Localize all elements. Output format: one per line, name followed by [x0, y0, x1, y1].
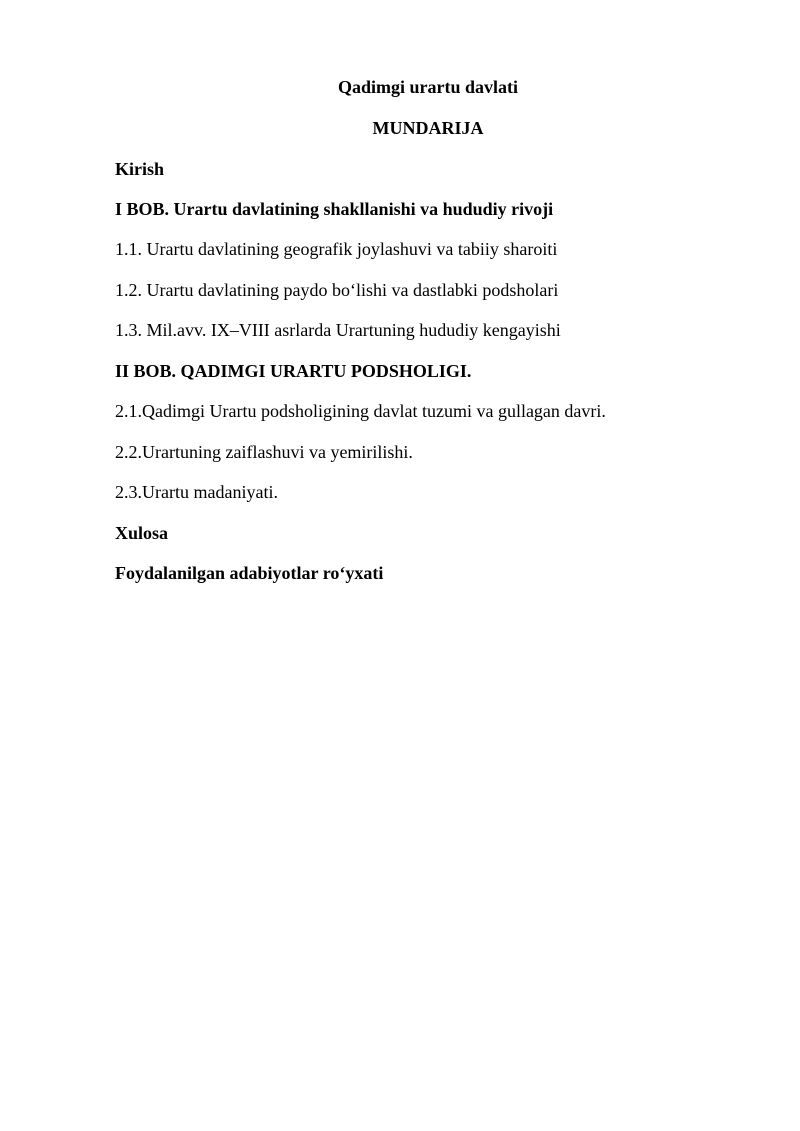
toc-entry-chapter-1: I BOB. Urartu davlatining shakllanishi va hududiy rivoji: [115, 199, 554, 219]
toc-entry-references: Foydalanilgan adabiyotlar ro‘yxati: [115, 563, 384, 583]
toc-entry-chapter-2: II BOB. QADIMGI URARTU PODSHOLIGI.: [115, 361, 472, 381]
toc-entry-1-3: 1.3. Mil.avv. IX–VIII asrlarda Urartuning hududiy kengayishi: [115, 320, 561, 340]
toc-entry-2-2: 2.2.Urartuning zaiflashuvi va yemirilishi.: [115, 442, 413, 462]
document-title: Qadimgi urartu davlati: [337, 77, 518, 97]
toc-entry-2-3: 2.3.Urartu madaniyati.: [115, 482, 278, 502]
toc-entry-conclusion: Xulosa: [115, 523, 169, 543]
contents-heading: MUNDARIJA: [372, 118, 484, 138]
toc-entry-1-2: 1.2. Urartu davlatining paydo bo‘lishi va dastlabki podsholari: [115, 280, 559, 300]
toc-entry-2-1: 2.1.Qadimgi Urartu podsholigining davlat tuzumi va gullagan davri.: [115, 401, 606, 421]
toc-entry-introduction: Kirish: [115, 159, 165, 179]
toc-entry-1-1: 1.1. Urartu davlatining geografik joylashuvi va tabiiy sharoiti: [115, 239, 558, 259]
